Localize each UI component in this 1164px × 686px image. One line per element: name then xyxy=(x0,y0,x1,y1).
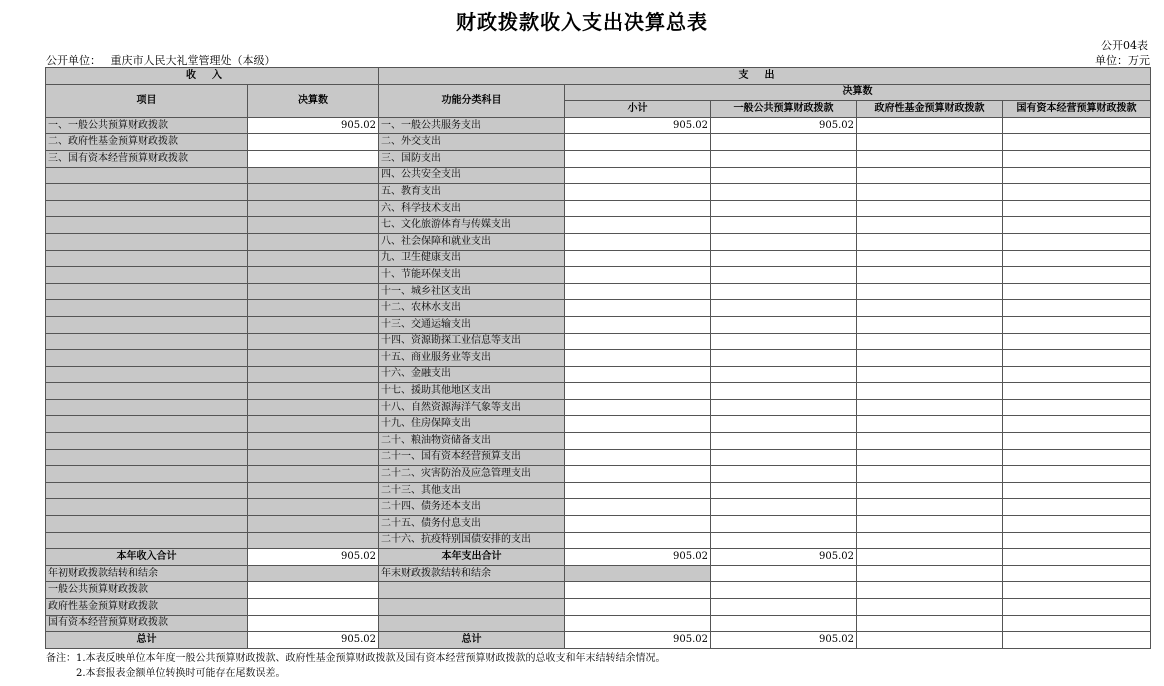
expense-subtotal xyxy=(565,433,711,450)
income-amount xyxy=(248,433,379,450)
expense-gov-fund xyxy=(857,167,1003,184)
income-item xyxy=(46,399,248,416)
income-item xyxy=(46,250,248,267)
carry-end-subtotal xyxy=(565,565,711,582)
table-row xyxy=(46,117,1151,134)
expense-soe xyxy=(1003,283,1151,300)
expense-gov-fund xyxy=(857,150,1003,167)
expense-subtotal xyxy=(565,366,711,383)
expense-item: 五、教育支出 xyxy=(379,184,565,201)
expense-subtotal xyxy=(565,250,711,267)
carry-gov-row xyxy=(46,599,1151,616)
expense-gov-fund xyxy=(857,283,1003,300)
expense-soe xyxy=(1003,532,1151,549)
income-amount xyxy=(248,466,379,483)
expense-gov-fund xyxy=(857,416,1003,433)
expense-subtotal xyxy=(565,499,711,516)
blank-cell xyxy=(565,615,711,632)
table-row xyxy=(46,184,1151,201)
expense-gov-fund xyxy=(857,200,1003,217)
expense-item: 二十四、债务还本支出 xyxy=(379,499,565,516)
expense-item: 二十二、灾害防治及应急管理支出 xyxy=(379,466,565,483)
table-row xyxy=(46,134,1151,151)
expense-gov-fund xyxy=(857,300,1003,317)
expense-subtotal xyxy=(565,316,711,333)
income-amount xyxy=(248,150,379,167)
blank-cell xyxy=(857,615,1003,632)
carry-gov-label: 政府性基金预算财政拨款 xyxy=(46,599,248,616)
expense-gpb xyxy=(711,399,857,416)
expense-subtotal xyxy=(565,333,711,350)
note-2: 2.本套报表金额单位转换时可能存在尾数误差。 xyxy=(76,668,286,679)
expense-subtotal xyxy=(565,217,711,234)
blank-cell xyxy=(379,599,565,616)
expense-gpb xyxy=(711,350,857,367)
income-amount xyxy=(248,250,379,267)
expense-item: 十三、交通运输支出 xyxy=(379,316,565,333)
income-item xyxy=(46,433,248,450)
carry-gpb-value xyxy=(248,582,379,599)
carry-gpb-label: 一般公共预算财政拨款 xyxy=(46,582,248,599)
income-item xyxy=(46,316,248,333)
expense-item: 十九、住房保障支出 xyxy=(379,416,565,433)
table-row xyxy=(46,267,1151,284)
expense-subtotal xyxy=(565,233,711,250)
income-item xyxy=(46,167,248,184)
expense-gpb: 905.02 xyxy=(711,117,857,134)
expense-subtotal xyxy=(565,184,711,201)
unit-line xyxy=(46,52,1150,66)
blank-cell xyxy=(1003,615,1151,632)
expense-item: 十一、城乡社区支出 xyxy=(379,283,565,300)
income-amount xyxy=(248,350,379,367)
expense-item: 二十一、国有资本经营预算支出 xyxy=(379,449,565,466)
expense-subtotal xyxy=(565,283,711,300)
income-item xyxy=(46,283,248,300)
table-row xyxy=(46,350,1151,367)
header-final: 决算数 xyxy=(565,84,1151,101)
income-total-value: 905.02 xyxy=(248,549,379,566)
expense-item: 十四、资源勘探工业信息等支出 xyxy=(379,333,565,350)
income-amount xyxy=(248,366,379,383)
expense-gov-fund xyxy=(857,433,1003,450)
expense-gpb xyxy=(711,416,857,433)
table-row xyxy=(46,366,1151,383)
expense-gpb xyxy=(711,233,857,250)
expense-item: 二十五、债务付息支出 xyxy=(379,516,565,533)
income-item xyxy=(46,532,248,549)
expense-gov-fund xyxy=(857,466,1003,483)
unit-name: 重庆市人民大礼堂管理处（本级） xyxy=(110,54,276,67)
table-code: 公开04表 xyxy=(1101,39,1148,52)
table-row xyxy=(46,200,1151,217)
expense-soe xyxy=(1003,267,1151,284)
expense-item: 二十、粮油物资储备支出 xyxy=(379,433,565,450)
income-amount xyxy=(248,200,379,217)
expense-item: 七、文化旅游体育与传媒支出 xyxy=(379,217,565,234)
income-amount xyxy=(248,283,379,300)
blank-cell xyxy=(711,615,857,632)
expense-gov-fund xyxy=(857,516,1003,533)
expense-soe xyxy=(1003,233,1151,250)
carry-end-gpb xyxy=(711,565,857,582)
expense-gpb xyxy=(711,516,857,533)
expense-gov-fund xyxy=(857,134,1003,151)
expense-item: 十、节能环保支出 xyxy=(379,267,565,284)
expense-gpb xyxy=(711,499,857,516)
expense-gpb xyxy=(711,482,857,499)
income-item xyxy=(46,499,248,516)
expense-subtotal xyxy=(565,449,711,466)
table-row xyxy=(46,333,1151,350)
expense-subtotal xyxy=(565,167,711,184)
expense-item: 八、社会保障和就业支出 xyxy=(379,233,565,250)
expense-subtotal xyxy=(565,416,711,433)
expense-soe xyxy=(1003,250,1151,267)
table-row xyxy=(46,150,1151,167)
note-1: 备注：1.本表反映单位本年度一般公共预算财政拨款、政府性基金预算财政拨款及国有资本经营预算财政拨款的总收支和年末结转结余情况。 xyxy=(46,653,666,664)
income-amount: 905.02 xyxy=(248,117,379,134)
expense-gpb xyxy=(711,217,857,234)
expense-section-header: 支出 xyxy=(379,68,1151,85)
expense-gpb xyxy=(711,167,857,184)
expense-item: 九、卫生健康支出 xyxy=(379,250,565,267)
expense-gpb xyxy=(711,250,857,267)
expense-soe xyxy=(1003,333,1151,350)
expense-subtotal xyxy=(565,300,711,317)
blank-cell xyxy=(1003,599,1151,616)
expense-subtotal xyxy=(565,383,711,400)
table-row xyxy=(46,399,1151,416)
blank-cell xyxy=(379,582,565,599)
table-row xyxy=(46,482,1151,499)
income-amount xyxy=(248,333,379,350)
table-row xyxy=(46,250,1151,267)
expense-item: 六、科学技术支出 xyxy=(379,200,565,217)
expense-soe xyxy=(1003,117,1151,134)
currency-unit: 单位：万元 xyxy=(1095,54,1150,67)
expense-subtotal xyxy=(565,516,711,533)
expense-subtotal xyxy=(565,134,711,151)
carry-soe-label: 国有资本经营预算财政拨款 xyxy=(46,615,248,632)
income-amount xyxy=(248,134,379,151)
expense-item: 十七、援助其他地区支出 xyxy=(379,383,565,400)
income-amount xyxy=(248,167,379,184)
carry-end-gov xyxy=(857,565,1003,582)
income-amount xyxy=(248,267,379,284)
expense-subtotal xyxy=(565,200,711,217)
expense-gov-fund xyxy=(857,499,1003,516)
expense-gpb xyxy=(711,200,857,217)
table-row xyxy=(46,316,1151,333)
grand-total-subtotal: 905.02 xyxy=(565,632,711,649)
expense-item: 二十六、抗疫特别国债安排的支出 xyxy=(379,532,565,549)
expense-soe xyxy=(1003,399,1151,416)
carry-gov-value xyxy=(248,599,379,616)
header-gov-fund: 政府性基金预算财政拨款 xyxy=(857,101,1003,118)
income-item xyxy=(46,466,248,483)
income-total-label: 本年收入合计 xyxy=(46,549,248,566)
carry-end-label: 年末财政拨款结转和结余 xyxy=(379,565,565,582)
expense-soe xyxy=(1003,433,1151,450)
income-amount xyxy=(248,399,379,416)
expense-gov-fund xyxy=(857,482,1003,499)
expense-soe xyxy=(1003,184,1151,201)
expense-gov-fund xyxy=(857,532,1003,549)
expense-subtotal xyxy=(565,466,711,483)
blank-cell xyxy=(711,582,857,599)
expense-total-soe xyxy=(1003,549,1151,566)
header-soe: 国有资本经营预算财政拨款 xyxy=(1003,101,1151,118)
expense-soe xyxy=(1003,150,1151,167)
expense-subtotal: 905.02 xyxy=(565,117,711,134)
expense-item: 十二、农林水支出 xyxy=(379,300,565,317)
expense-gov-fund xyxy=(857,233,1003,250)
table-row xyxy=(46,449,1151,466)
income-item xyxy=(46,200,248,217)
table-row xyxy=(46,416,1151,433)
expense-total-gov xyxy=(857,549,1003,566)
table-body xyxy=(46,117,1151,548)
carry-begin-value xyxy=(248,565,379,582)
expense-gov-fund xyxy=(857,350,1003,367)
header-subtotal: 小计 xyxy=(565,101,711,118)
carry-end-soe xyxy=(1003,565,1151,582)
expense-soe xyxy=(1003,134,1151,151)
expense-gpb xyxy=(711,333,857,350)
expense-total-label: 本年支出合计 xyxy=(379,549,565,566)
expense-gpb xyxy=(711,150,857,167)
blank-cell xyxy=(379,615,565,632)
income-amount xyxy=(248,449,379,466)
grand-total-label: 总计 xyxy=(46,632,248,649)
expense-gov-fund xyxy=(857,333,1003,350)
income-item xyxy=(46,416,248,433)
budget-table xyxy=(45,67,1151,649)
grand-total-income: 905.02 xyxy=(248,632,379,649)
table-row xyxy=(46,383,1151,400)
income-amount xyxy=(248,316,379,333)
expense-gov-fund xyxy=(857,217,1003,234)
income-amount xyxy=(248,516,379,533)
income-item xyxy=(46,184,248,201)
expense-soe xyxy=(1003,449,1151,466)
expense-soe xyxy=(1003,482,1151,499)
expense-gov-fund xyxy=(857,449,1003,466)
table-row xyxy=(46,167,1151,184)
income-item: 一、一般公共预算财政拨款 xyxy=(46,117,248,134)
expense-item: 二、外交支出 xyxy=(379,134,565,151)
expense-item: 十八、自然资源海洋气象等支出 xyxy=(379,399,565,416)
unit-info xyxy=(46,52,276,68)
carry-gpb-row xyxy=(46,582,1151,599)
expense-soe xyxy=(1003,499,1151,516)
expense-gpb xyxy=(711,433,857,450)
header-func: 功能分类科目 xyxy=(379,84,565,117)
income-amount xyxy=(248,499,379,516)
expense-gpb xyxy=(711,316,857,333)
expense-gpb xyxy=(711,184,857,201)
expense-subtotal xyxy=(565,399,711,416)
expense-item: 一、一般公共服务支出 xyxy=(379,117,565,134)
expense-soe xyxy=(1003,416,1151,433)
expense-gov-fund xyxy=(857,383,1003,400)
income-amount xyxy=(248,532,379,549)
grand-total-gpb: 905.02 xyxy=(711,632,857,649)
income-section-header: 收入 xyxy=(46,68,379,85)
expense-subtotal xyxy=(565,267,711,284)
grand-total-soe xyxy=(1003,632,1151,649)
income-item xyxy=(46,333,248,350)
expense-soe xyxy=(1003,366,1151,383)
header-amount: 决算数 xyxy=(248,84,379,117)
expense-soe xyxy=(1003,300,1151,317)
table-row xyxy=(46,466,1151,483)
table-row xyxy=(46,217,1151,234)
header-gpb: 一般公共预算财政拨款 xyxy=(711,101,857,118)
total-row xyxy=(46,549,1151,566)
table-footer xyxy=(46,549,1151,649)
expense-gpb xyxy=(711,449,857,466)
income-item xyxy=(46,383,248,400)
table-row xyxy=(46,283,1151,300)
expense-gpb xyxy=(711,466,857,483)
expense-gov-fund xyxy=(857,250,1003,267)
expense-gpb xyxy=(711,383,857,400)
blank-cell xyxy=(1003,582,1151,599)
expense-subtotal xyxy=(565,482,711,499)
table-row xyxy=(46,233,1151,250)
table-row xyxy=(46,499,1151,516)
carry-begin-label: 年初财政拨款结转和结余 xyxy=(46,565,248,582)
expense-gov-fund xyxy=(857,399,1003,416)
table-row xyxy=(46,300,1151,317)
expense-gpb xyxy=(711,134,857,151)
expense-gov-fund xyxy=(857,316,1003,333)
income-item xyxy=(46,516,248,533)
carry-soe-row xyxy=(46,615,1151,632)
expense-subtotal xyxy=(565,350,711,367)
table-row xyxy=(46,532,1151,549)
carry-soe-value xyxy=(248,615,379,632)
blank-cell xyxy=(565,599,711,616)
expense-gpb xyxy=(711,366,857,383)
expense-soe xyxy=(1003,200,1151,217)
expense-gpb xyxy=(711,300,857,317)
expense-item: 二十三、其他支出 xyxy=(379,482,565,499)
expense-total-subtotal: 905.02 xyxy=(565,549,711,566)
expense-soe xyxy=(1003,167,1151,184)
expense-gov-fund xyxy=(857,184,1003,201)
expense-total-gpb: 905.02 xyxy=(711,549,857,566)
grand-total-gov xyxy=(857,632,1003,649)
income-item: 三、国有资本经营预算财政拨款 xyxy=(46,150,248,167)
header-item: 项目 xyxy=(46,84,248,117)
income-amount xyxy=(248,233,379,250)
grand-total-row xyxy=(46,632,1151,649)
income-item xyxy=(46,350,248,367)
expense-gov-fund xyxy=(857,366,1003,383)
expense-gov-fund xyxy=(857,117,1003,134)
blank-cell xyxy=(857,599,1003,616)
blank-cell xyxy=(711,599,857,616)
expense-soe xyxy=(1003,316,1151,333)
income-item xyxy=(46,366,248,383)
income-item xyxy=(46,217,248,234)
income-item xyxy=(46,300,248,317)
notes xyxy=(46,651,666,681)
income-amount xyxy=(248,300,379,317)
expense-gov-fund xyxy=(857,267,1003,284)
expense-item: 十六、金融支出 xyxy=(379,366,565,383)
income-item xyxy=(46,449,248,466)
income-amount xyxy=(248,217,379,234)
expense-soe xyxy=(1003,383,1151,400)
table-row xyxy=(46,433,1151,450)
income-amount xyxy=(248,383,379,400)
report-title: 财政拨款收入支出决算总表 xyxy=(456,10,708,34)
blank-cell xyxy=(857,582,1003,599)
income-item xyxy=(46,233,248,250)
income-item: 二、政府性基金预算财政拨款 xyxy=(46,134,248,151)
income-item xyxy=(46,267,248,284)
expense-item: 四、公共安全支出 xyxy=(379,167,565,184)
carry-row xyxy=(46,565,1151,582)
income-amount xyxy=(248,416,379,433)
expense-item: 三、国防支出 xyxy=(379,150,565,167)
expense-gpb xyxy=(711,532,857,549)
income-amount xyxy=(248,184,379,201)
unit-label: 公开单位： xyxy=(46,54,101,67)
expense-subtotal xyxy=(565,150,711,167)
expense-item: 十五、商业服务业等支出 xyxy=(379,350,565,367)
expense-soe xyxy=(1003,217,1151,234)
expense-soe xyxy=(1003,516,1151,533)
blank-cell xyxy=(565,582,711,599)
expense-subtotal xyxy=(565,532,711,549)
income-amount xyxy=(248,482,379,499)
expense-soe xyxy=(1003,466,1151,483)
table-row xyxy=(46,516,1151,533)
income-item xyxy=(46,482,248,499)
expense-gpb xyxy=(711,267,857,284)
grand-total-expense-label: 总计 xyxy=(379,632,565,649)
expense-gpb xyxy=(711,283,857,300)
expense-soe xyxy=(1003,350,1151,367)
